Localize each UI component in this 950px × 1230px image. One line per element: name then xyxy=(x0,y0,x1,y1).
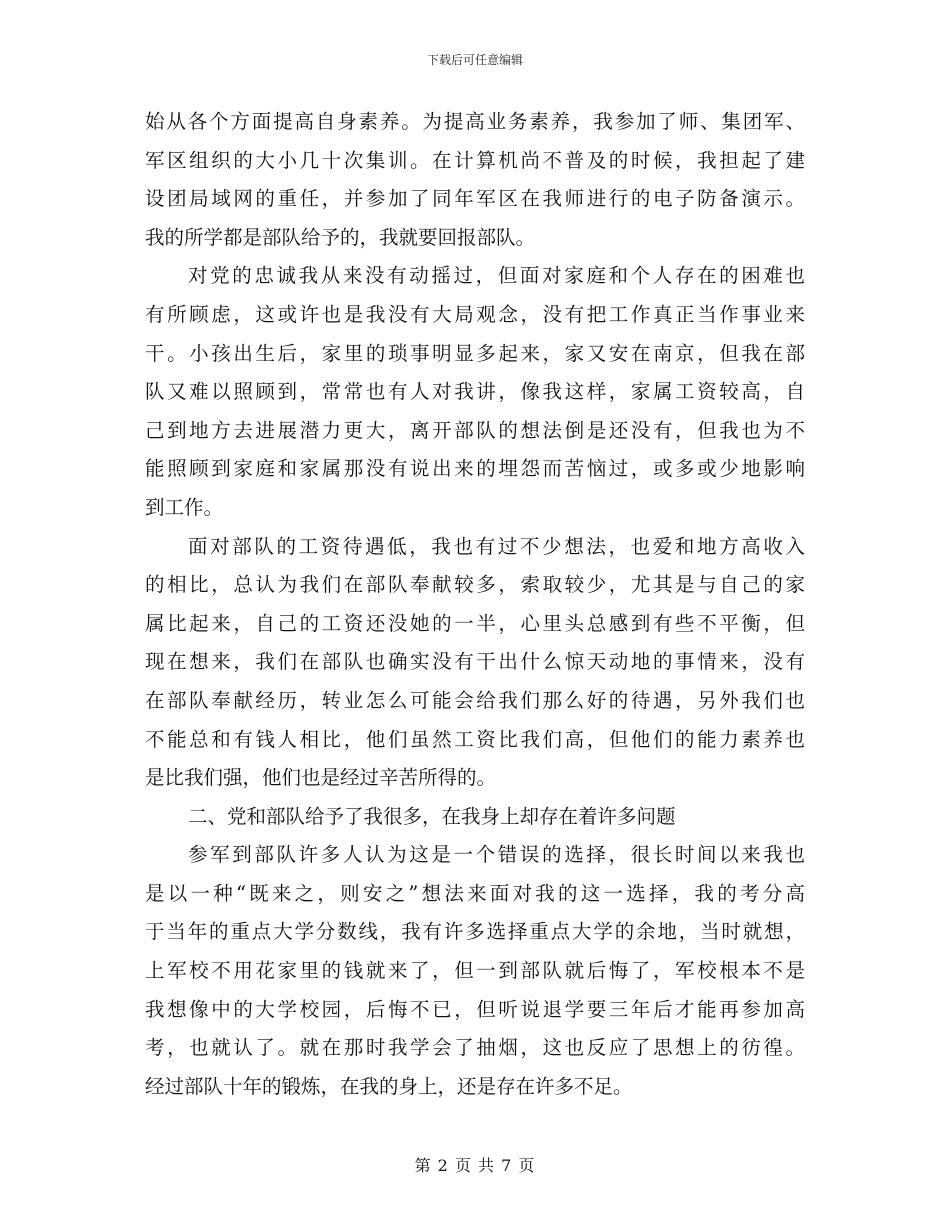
paragraph-line: 始从各个方面提高自身素养。为提高业务素养，我参加了师、集团军、 xyxy=(145,110,805,133)
paragraph-line: 有所顾虑，这或许也是我没有大局观念，没有把工作真正当作事业来 xyxy=(145,302,805,326)
paragraph-line: 对党的忠诚我从来没有动摇过，但面对家庭和个人存在的困难也 xyxy=(188,264,805,288)
paragraph-line: 现在想来，我们在部队也确实没有干出什么惊天动地的事情来，没有 xyxy=(145,650,805,674)
paragraph xyxy=(145,103,805,257)
paragraph-line: 不能总和有钱人相比，他们虽然工资比我们高，但他们的能力素养也 xyxy=(145,727,805,751)
paragraph-line: 参军到部队许多人认为这是一个错误的选择，很长时间以来我也 xyxy=(188,843,805,867)
paragraph-line: 二、党和部队给予了我很多，在我身上却存在着许多问题 xyxy=(188,804,676,828)
paragraph-line: 于当年的重点大学分数线，我有许多选择重点大学的余地，当时就想， xyxy=(145,920,805,944)
paragraph-line: 我想像中的大学校园，后悔不已，但听说退学要三年后才能再参加高 xyxy=(145,997,805,1021)
paragraph xyxy=(145,798,805,837)
paragraph-line: 能照顾到家庭和家属那没有说出来的埋怨而苦恼过，或多或少地影响 xyxy=(145,457,805,481)
document-body xyxy=(145,103,805,1106)
paragraph-line: 干。小孩出生后，家里的琐事明显多起来，家又安在南京，但我在部 xyxy=(145,341,805,365)
paragraph xyxy=(145,836,805,1106)
paragraph xyxy=(145,257,805,527)
paragraph-line: 上军校不用花家里的钱就来了，但一到部队就后悔了，军校根本不是 xyxy=(145,959,805,983)
paragraph-line: 队又难以照顾到，常常也有人对我讲，像我这样，家属工资较高，自 xyxy=(145,380,805,404)
paragraph-line: 的相比，总认为我们在部队奉献较多，索取较少，尤其是与自己的家 xyxy=(145,573,805,597)
paragraph-line: 到工作。 xyxy=(145,495,224,519)
page-number-footer: 第 2 页 共 7 页 xyxy=(414,1156,536,1175)
paragraph-line: 军区组织的大小几十次集训。在计算机尚不普及的时候，我担起了建 xyxy=(145,148,805,172)
paragraph-line: 是比我们强，他们也是经过辛苦所得的。 xyxy=(145,766,497,790)
paragraph xyxy=(145,528,805,798)
paragraph-line: 考，也就认了。就在那时我学会了抽烟，这也反应了思想上的彷徨。 xyxy=(145,1036,805,1060)
paragraph-line: 是以一种“既来之，则安之”想法来面对我的这一选择，我的考分高 xyxy=(145,881,805,905)
paragraph-line: 设团局域网的重任，并参加了同年军区在我师进行的电子防备演示。 xyxy=(145,187,805,211)
page-header: 下载后可任意编辑 xyxy=(426,53,523,67)
paragraph-line: 己到地方去进展潜力更大，离开部队的想法倒是还没有，但我也为不 xyxy=(145,418,805,442)
paragraph-line: 经过部队十年的锻炼，在我的身上，还是存在许多不足。 xyxy=(145,1074,633,1098)
paragraph-line: 属比起来，自己的工资还没她的一半，心里头总感到有些不平衡，但 xyxy=(145,611,805,635)
paragraph-line: 在部队奉献经历，转业怎么可能会给我们那么好的待遇，另外我们也 xyxy=(145,688,805,712)
paragraph-line: 面对部队的工资待遇低，我也有过不少想法，也爱和地方高收入 xyxy=(188,534,805,558)
paragraph-line: 我的所学都是部队给予的，我就要回报部队。 xyxy=(145,225,536,249)
